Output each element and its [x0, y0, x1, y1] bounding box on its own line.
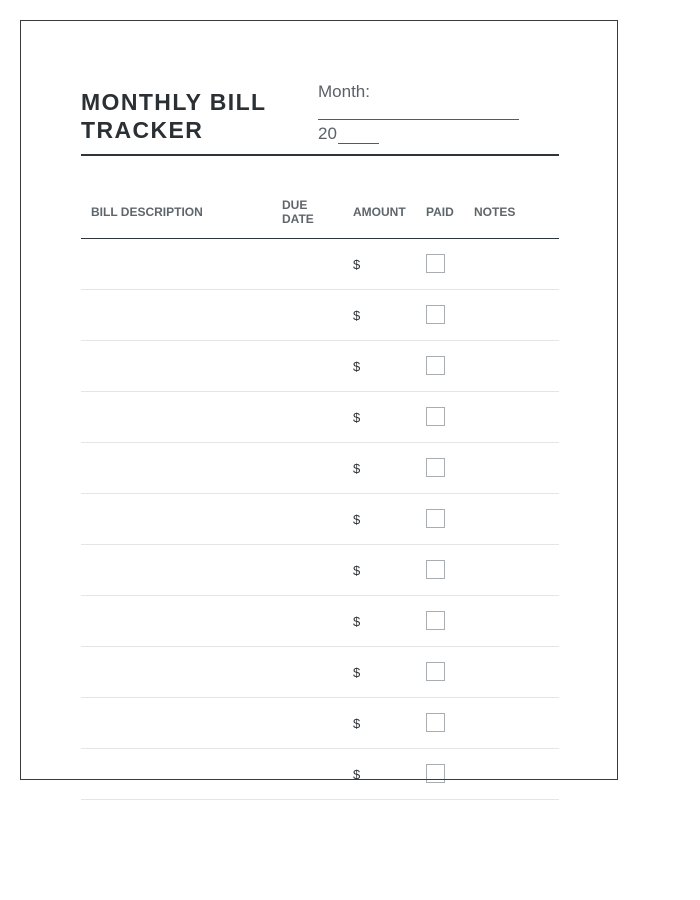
- column-header-due-date: [282, 198, 314, 226]
- month-field[interactable]: [318, 119, 519, 120]
- year-field[interactable]: [318, 124, 379, 144]
- bill-rows: [81, 239, 559, 800]
- paid-checkbox[interactable]: [426, 611, 445, 630]
- paid-checkbox[interactable]: [426, 662, 445, 681]
- paid-checkbox[interactable]: [426, 254, 445, 273]
- amount-currency-symbol: $: [353, 257, 361, 272]
- table-row[interactable]: [81, 749, 559, 800]
- table-row[interactable]: [81, 290, 559, 341]
- column-header-amount: AMOUNT: [353, 205, 406, 219]
- table-row[interactable]: [81, 596, 559, 647]
- page-title-line1: MONTHLY BILL: [81, 89, 267, 115]
- year-blank[interactable]: [338, 128, 379, 144]
- table-row[interactable]: [81, 545, 559, 596]
- amount-currency-symbol: $: [353, 308, 361, 323]
- amount-currency-symbol: $: [353, 563, 361, 578]
- paid-checkbox[interactable]: [426, 713, 445, 732]
- table-row[interactable]: [81, 494, 559, 545]
- year-prefix: 20: [318, 124, 337, 143]
- amount-currency-symbol: $: [353, 512, 361, 527]
- column-header-bill-description: BILL DESCRIPTION: [91, 205, 203, 219]
- column-header-due-date-line1: DUE: [282, 198, 308, 212]
- paid-checkbox[interactable]: [426, 509, 445, 528]
- month-label: Month:: [318, 82, 370, 101]
- paid-checkbox[interactable]: [426, 356, 445, 375]
- table-row[interactable]: [81, 443, 559, 494]
- column-header-paid: PAID: [426, 205, 454, 219]
- paid-checkbox[interactable]: [426, 407, 445, 426]
- page-title-line2: TRACKER: [81, 117, 204, 143]
- amount-currency-symbol: $: [353, 665, 361, 680]
- paid-checkbox[interactable]: [426, 458, 445, 477]
- amount-currency-symbol: $: [353, 767, 361, 782]
- table-row[interactable]: [81, 239, 559, 290]
- amount-currency-symbol: $: [353, 410, 361, 425]
- page-title: [81, 88, 266, 144]
- amount-currency-symbol: $: [353, 614, 361, 629]
- amount-currency-symbol: $: [353, 461, 361, 476]
- column-header-notes: NOTES: [474, 205, 516, 219]
- paid-checkbox[interactable]: [426, 305, 445, 324]
- table-row[interactable]: [81, 341, 559, 392]
- paid-checkbox[interactable]: [426, 560, 445, 579]
- table-row[interactable]: [81, 698, 559, 749]
- header-divider: [81, 154, 559, 156]
- amount-currency-symbol: $: [353, 359, 361, 374]
- table-row[interactable]: [81, 647, 559, 698]
- paid-checkbox[interactable]: [426, 764, 445, 783]
- column-header-due-date-line2: DATE: [282, 212, 314, 226]
- table-row[interactable]: [81, 392, 559, 443]
- amount-currency-symbol: $: [353, 716, 361, 731]
